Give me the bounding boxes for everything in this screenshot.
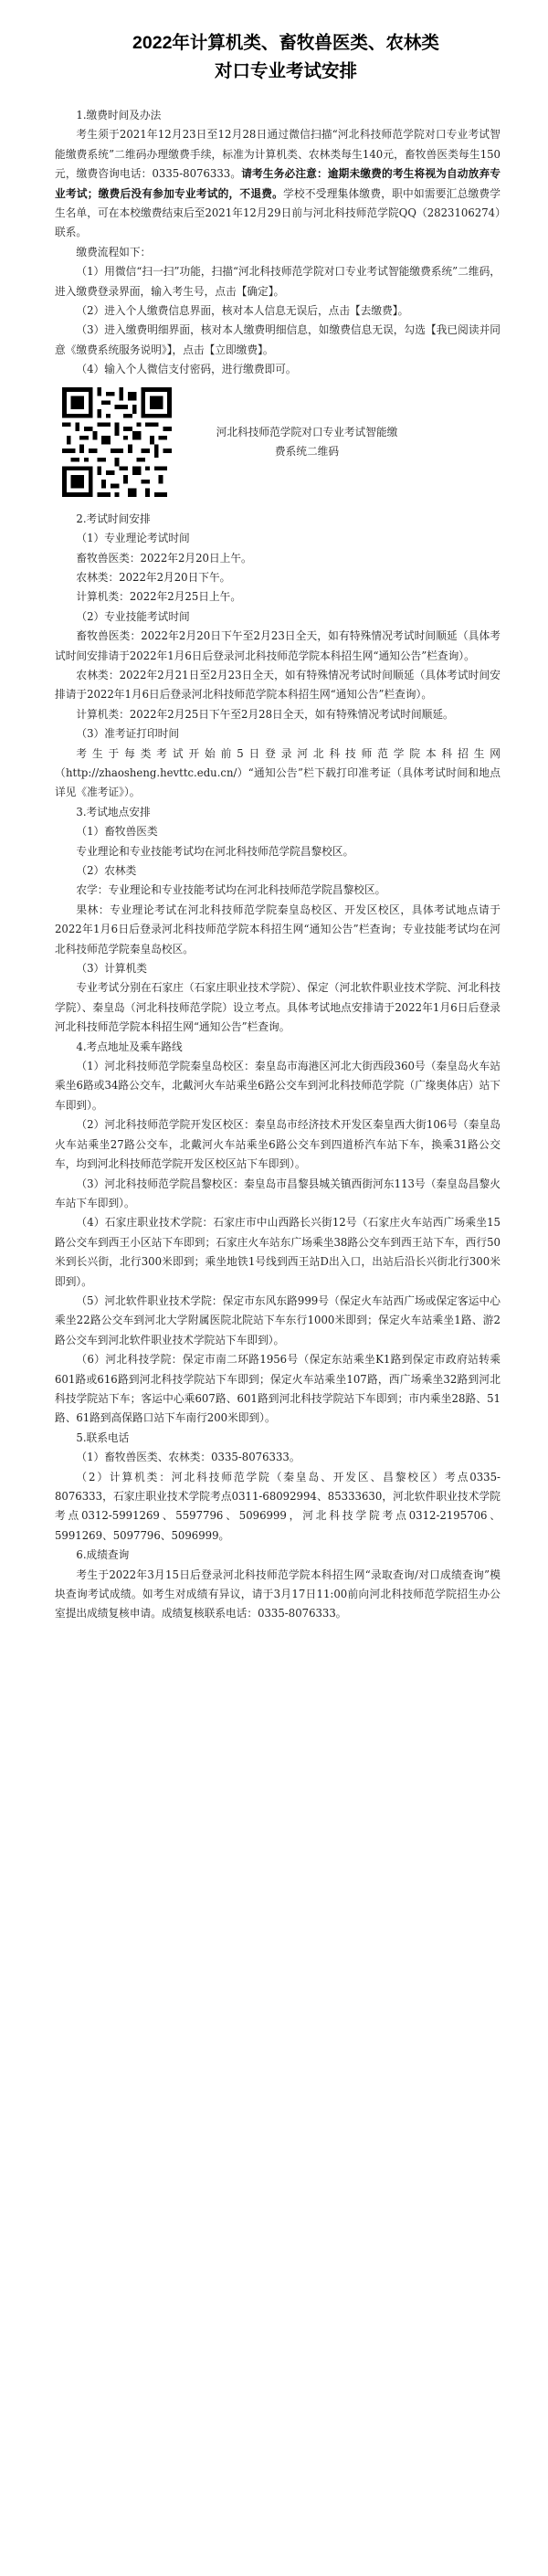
- qr-caption: 河北科技师范学院对口专业考试智能缴费系统二维码: [216, 425, 398, 458]
- route-qinhuangdao: （1）河北科技师范学院秦皇岛校区：秦皇岛市海港区河北大街西段360号（秦皇岛火车站乘坐6路或34路公交车，北戴河火车站乘坐6路公交车到河北科技师范学院（广缘奥体店）站下车即到）。: [55, 1060, 501, 1112]
- admission-ticket-subheading: （3）准考证打印时间: [76, 727, 180, 741]
- fee-step-1: （1）用微信“扫一扫”功能，扫描“河北科技师范学院对口专业考试智能缴费系统”二维码，进入缴费登录界面，输入考生号，点击【确定】。: [55, 265, 501, 298]
- section-1-heading: 1.缴费时间及办法: [76, 109, 162, 121]
- route-changli: （3）河北科技师范学院昌黎校区：秦皇岛市昌黎县城关镇西街河东113号（秦皇岛昌黎火车站下车即到）。: [55, 1177, 501, 1209]
- qr-row: [55, 387, 501, 497]
- venue-xumu-subheading: （1）畜牧兽医类: [76, 825, 158, 839]
- score-query-text: 考生于2022年3月15日后登录河北科技师范学院本科招生网“录取查询/对口成绩查询”模块查询考试成绩。如考生对成绩有异议，请于3月17日11:00前向河北科技师范学院招生办公室提出成绩复核申请。成绩复核联系电话：0335-8076333。: [55, 1568, 501, 1621]
- venue-jisuanji-subheading: （3）计算机类: [76, 962, 147, 976]
- skill-exam-jisuanji: 计算机类：2022年2月25日下午至2月28日全天，如有特殊情况考试时间顺延。: [76, 707, 454, 721]
- fee-warning: 请考生务必注意：逾期未缴费的考生将视为自动放弃专业考试；缴费后没有参加专业考试的，不退费。: [55, 167, 501, 200]
- fee-step-4: （4）输入个人微信支付密码，进行缴费即可。: [76, 363, 297, 376]
- contact-jisuanji: （2）计算机类：河北科技师范学院（秦皇岛、开发区、昌黎校区）考点0335-8076333，石家庄职业技术学院考点0311-68092994、85333630，河北软件职业技术学院考点0312-5991269、5597796、5096999，河北科技学院考点0312-2195706、5991269、5097796、5096999。: [55, 1470, 501, 1542]
- title-line-2: 对口专业考试安排: [214, 61, 357, 81]
- venue-nongxue-text: 农学：专业理论和专业技能考试均在河北科技师范学院昌黎校区。: [76, 883, 386, 897]
- route-kaifaqu: （2）河北科技师范学院开发区校区：秦皇岛市经济技术开发区秦皇西大街106号（秦皇岛火车站乘坐27路公交车，北戴河火车站乘坐6路公交车到四道桥汽车站下车，换乘31路公交车，均到河北科技师范学院开发区校区站下车即到）。: [55, 1118, 501, 1171]
- venue-jisuanji-text: 专业考试分别在石家庄（石家庄职业技术学院）、保定（河北软件职业技术学院、河北科技学院）、秦皇岛（河北科技师范学院）设立考点。具体考试地点安排请于2022年1月6日后登录河北科技师范学院本科招生网“通知公告”栏查询。: [55, 981, 501, 1034]
- fee-text-c: 学校不受理集体缴费，职中如需要汇总缴费学生名单，可在本校缴费结束后至2021年12月29日前与河北科技师范学院QQ（2823106274）联系。: [55, 186, 501, 239]
- section-3-heading: 3.考试地点安排: [76, 805, 151, 818]
- route-shijiazhuang: （4）石家庄职业技术学院：石家庄市中山西路长兴街12号（石家庄火车站西广场乘坐15路公交车到西王小区站下车即到；石家庄火车站东广场乘坐38路公交车到西王站下车，西行50米到长兴街，北行300米即到；乘坐地铁1号线到西王站D出入口，出站后沿长兴街北行300米即到）。: [55, 1216, 501, 1288]
- article-body: [55, 106, 501, 1624]
- page-title: [55, 29, 501, 86]
- skill-exam-xumu: 畜牧兽医类：2022年2月20日下午至2月23日全天，如有特殊情况考试时间顺延（具体考试时间安排请于2022年1月6日后登录河北科技师范学院本科招生网“通知公告”栏查询）。: [55, 629, 501, 662]
- fee-text-a: 考生须于2021年12月23日至12月28日通过微信扫描“河北科技师范学院对口专业考试智能缴费系统”二维码办理缴费手续，标准为计算机类、农林类每生140元，畜牧兽医类每生150元，缴费咨询电话：0335-8076333。: [55, 128, 501, 181]
- section-6-heading: 6.成绩查询: [76, 1548, 130, 1562]
- section-5-heading: 5.联系电话: [76, 1431, 130, 1444]
- venue-guolin-text: 果林：专业理论考试在河北科技师范学院秦皇岛校区、开发区校区，具体考试地点请于2022年1月6日后登录河北科技师范学院本科招生网“通知公告”栏查询；专业技能考试均在河北科技师范学院秦皇岛校区。: [55, 903, 501, 955]
- title-block: [55, 0, 501, 86]
- route-hebei-keji: （6）河北科技学院：保定市南二环路1956号（保定东站乘坐K1路到保定市政府站转乘601路或616路到河北科技学院站下车即到；保定火车站乘坐107路，西广场乘坐32路到河北科技学院站下车；客运中心乘607路、601路到河北科技学院站下车即到；市内乘坐28路、51路、61路到高保路口站下车南行200米即到）。: [55, 1353, 501, 1425]
- fee-step-2: （2）进入个人缴费信息界面，核对本人信息无误后，点击【去缴费】。: [76, 304, 409, 318]
- theory-exam-xumu: 畜牧兽医类：2022年2月20日上午。: [76, 551, 252, 565]
- theory-exam-subheading: （1）专业理论考试时间: [76, 532, 190, 545]
- venue-xumu-text: 专业理论和专业技能考试均在河北科技师范学院昌黎校区。: [76, 844, 354, 858]
- venue-nonglin-subheading: （2）农林类: [76, 864, 137, 877]
- contact-xumu-nonglin: （1）畜牧兽医类、农林类：0335-8076333。: [76, 1451, 300, 1464]
- section-4-heading: 4.考点地址及乘车路线: [76, 1040, 183, 1053]
- section-2-heading: 2.考试时间安排: [76, 512, 151, 525]
- admission-ticket-text: 考生于每类考试开始前5日登录河北科技师范学院本科招生网（http://zhaosheng.hevttc.edu.cn/）“通知公告”栏下载打印准考证（具体考试时间和地点详见《准考证》）。: [55, 746, 501, 799]
- payment-qr-code: [62, 387, 172, 497]
- theory-exam-nonglin: 农林类：2022年2月20日下午。: [76, 570, 231, 584]
- fee-flow-label: 缴费流程如下：: [76, 245, 152, 259]
- fee-paragraph: [55, 125, 501, 242]
- theory-exam-jisuanji: 计算机类：2022年2月25日上午。: [76, 590, 242, 604]
- skill-exam-nonglin: 农林类：2022年2月21日至2月23日全天，如有特殊情况考试时间顺延（具体考试时间安排请于2022年1月6日后登录河北科技师范学院本科招生网“通知公告”栏查询）。: [55, 668, 501, 702]
- fee-step-3: （3）进入缴费明细界面，核对本人缴费明细信息，如缴费信息无误，勾选【我已阅读并同意《缴费系统服务说明》】，点击【立即缴费】。: [55, 323, 501, 356]
- route-hebei-software: （5）河北软件职业技术学院：保定市东风东路999号（保定火车站西广场或保定客运中心乘坐22路公交车到河北大学附属医院北院站下车东行1000米即到；保定火车站乘坐1路、游2路公交车到河北软件职业技术学院站下车即到）。: [55, 1293, 501, 1346]
- title-line-1: 2022年计算机类、畜牧兽医类、农林类: [132, 33, 439, 53]
- skill-exam-subheading: （2）专业技能考试时间: [76, 609, 190, 623]
